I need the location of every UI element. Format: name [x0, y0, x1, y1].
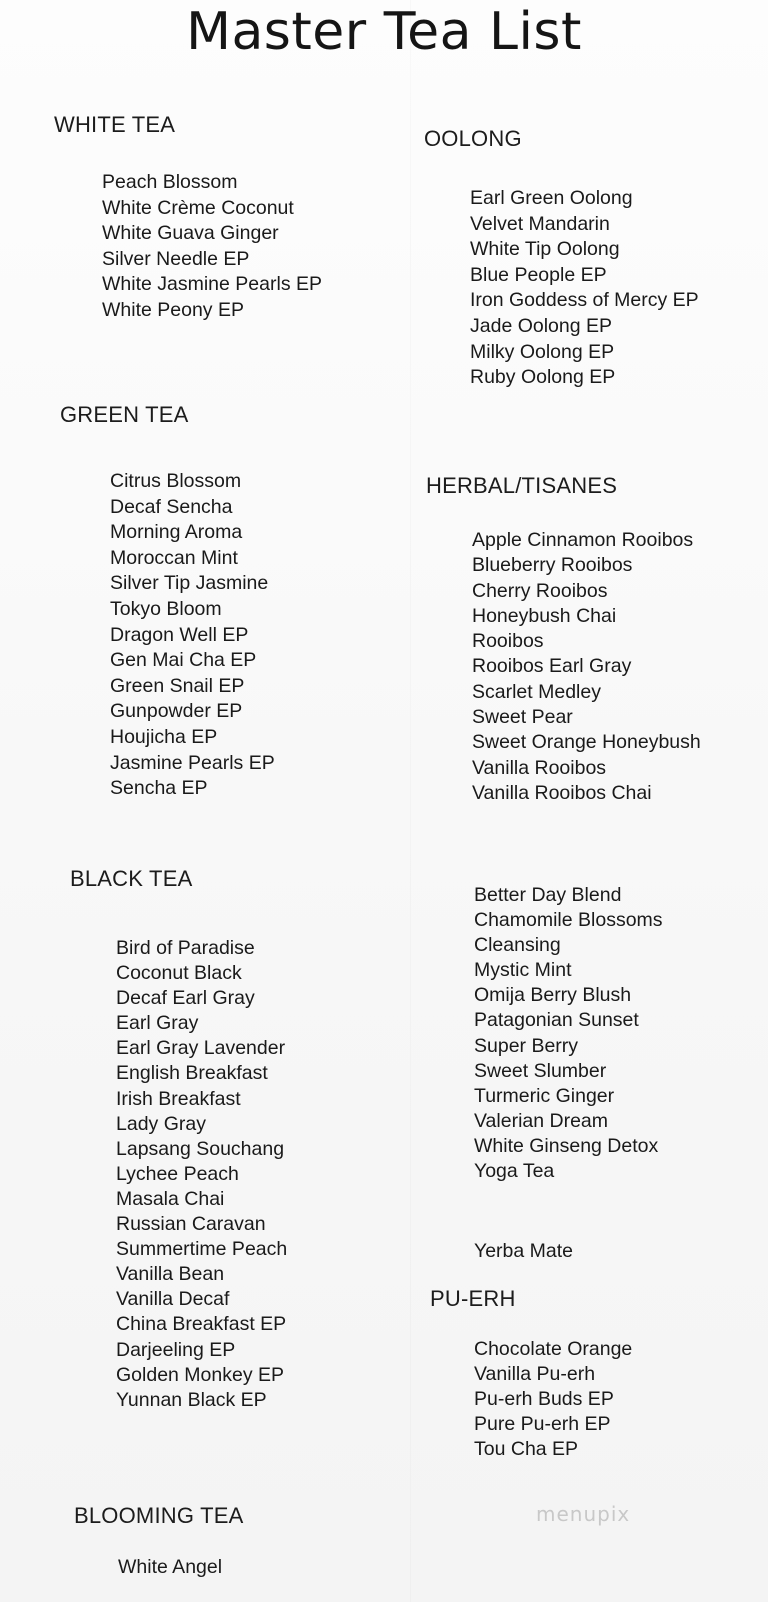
menu-item: Houjicha EP [110, 725, 218, 748]
menu-item: Citrus Blossom [110, 470, 242, 492]
menu-item: Blue People EP [470, 263, 607, 286]
menu-item: Mystic Mint [474, 959, 572, 982]
menu-item: Valerian Dream [474, 1109, 609, 1132]
menu-item: White Ginseng Detox [474, 1134, 659, 1157]
menu-item: Rooibos [472, 630, 544, 653]
menu-item: Sweet Pear [472, 706, 573, 729]
menu-item: Decaf Earl Gray [116, 987, 255, 1010]
menu-item: Blueberry Rooibos [472, 554, 633, 577]
menu-item: White Crème Coconut [102, 196, 294, 219]
menu-item: Honeybush Chai [472, 604, 617, 627]
menu-item: Russian Caravan [116, 1213, 266, 1236]
menu-item: Sweet Slumber [474, 1059, 607, 1082]
menu-item: Earl Gray [116, 1012, 199, 1035]
menu-item: Gen Mai Cha EP [110, 649, 257, 672]
menu-item: White Tip Oolong [470, 238, 620, 261]
menu-item: Earl Gray Lavender [116, 1037, 286, 1060]
menu-item: White Angel [118, 1556, 223, 1578]
section-heading-green-tea: GREEN TEA [60, 402, 189, 427]
menu-item: Yerba Mate [474, 1240, 574, 1262]
menu-item: Omija Berry Blush [474, 984, 632, 1007]
menu-item: Tou Cha EP [474, 1438, 579, 1461]
menu-item: Patagonian Sunset [474, 1009, 639, 1032]
list-blooming-tea [118, 1555, 222, 1581]
menu-item: Summertime Peach [116, 1238, 288, 1261]
paper-fold [410, 0, 411, 1602]
menu-item: Super Berry [474, 1034, 579, 1057]
menu-item: White Jasmine Pearls EP [102, 273, 322, 296]
menu-item: Jasmine Pearls EP [110, 751, 275, 774]
menu-item: Lady Gray [116, 1112, 206, 1135]
menu-item: Morning Aroma [110, 521, 243, 544]
menu-item: Apple Cinnamon Rooibos [472, 529, 694, 551]
menu-item: Lychee Peach [116, 1162, 239, 1185]
section-heading-black-tea: BLACK TEA [70, 866, 193, 891]
list-green-tea [110, 469, 275, 802]
list-pu-erh [474, 1337, 632, 1462]
menu-item: Coconut Black [116, 962, 242, 985]
menu-item: Vanilla Rooibos Chai [472, 781, 652, 804]
menu-item: Rooibos Earl Gray [472, 655, 632, 678]
menu-item: Irish Breakfast [116, 1087, 241, 1110]
menu-item: Green Snail EP [110, 674, 245, 697]
menu-item: Velvet Mandarin [470, 212, 610, 235]
menu-item: Tokyo Bloom [110, 597, 222, 620]
menu-item: Moroccan Mint [110, 546, 238, 569]
page-title: Master Tea List [186, 2, 582, 62]
menu-item: Sencha EP [110, 777, 208, 800]
menu-item: Vanilla Bean [116, 1263, 225, 1286]
list-black-tea [116, 936, 287, 1413]
menu-item: Vanilla Pu-erh [474, 1363, 596, 1386]
list-yerba [474, 1239, 573, 1265]
menu-item: Scarlet Medley [472, 680, 601, 703]
menu-item: Yunnan Black EP [116, 1388, 267, 1411]
menu-item: White Guava Ginger [102, 222, 279, 245]
list-herbal-continued [474, 883, 663, 1184]
section-heading-herbal: HERBAL/TISANES [426, 473, 618, 498]
menu-item: Jade Oolong EP [470, 314, 613, 337]
list-herbal [472, 528, 701, 806]
list-white-tea [102, 170, 322, 324]
menu-item: White Peony EP [102, 298, 244, 321]
menu-item: Pu-erh Buds EP [474, 1388, 614, 1411]
menu-item: Darjeeling EP [116, 1338, 236, 1361]
menu-item: Lapsang Souchang [116, 1137, 285, 1160]
menu-item: Cherry Rooibos [472, 579, 608, 602]
menu-item: Masala Chai [116, 1187, 225, 1210]
menu-item: Dragon Well EP [110, 623, 249, 646]
list-oolong [470, 186, 699, 391]
section-heading-oolong: OOLONG [424, 126, 522, 151]
watermark: menupix [536, 1502, 631, 1526]
menu-item: China Breakfast EP [116, 1313, 287, 1336]
menu-item: Cleansing [474, 934, 561, 957]
menu-item: Bird of Paradise [116, 937, 255, 959]
section-heading-pu-erh: PU-ERH [430, 1286, 516, 1311]
menu-item: Milky Oolong EP [470, 340, 615, 363]
menu-item: Peach Blossom [102, 171, 238, 193]
menu-item: Silver Tip Jasmine [110, 572, 269, 595]
menu-item: Pure Pu-erh EP [474, 1413, 611, 1436]
menu-item: Turmeric Ginger [474, 1084, 615, 1107]
menu-item: Chamomile Blossoms [474, 909, 663, 932]
menu-item: Earl Green Oolong [470, 187, 633, 209]
section-heading-white-tea: WHITE TEA [54, 112, 176, 137]
section-heading-blooming-tea: BLOOMING TEA [74, 1503, 244, 1528]
menu-item: Decaf Sencha [110, 495, 233, 518]
menu-item: Chocolate Orange [474, 1338, 633, 1360]
menu-item: Sweet Orange Honeybush [472, 731, 701, 754]
menu-item: Better Day Blend [474, 884, 622, 906]
menu-item: English Breakfast [116, 1062, 268, 1085]
menu-item: Vanilla Decaf [116, 1288, 230, 1311]
menu-item: Ruby Oolong EP [470, 366, 616, 389]
menu-item: Vanilla Rooibos [472, 756, 607, 779]
menu-item: Silver Needle EP [102, 247, 250, 270]
menu-item: Iron Goddess of Mercy EP [470, 289, 699, 312]
menu-item: Yoga Tea [474, 1160, 555, 1183]
menu-item: Gunpowder EP [110, 700, 243, 723]
menu-item: Golden Monkey EP [116, 1363, 285, 1386]
